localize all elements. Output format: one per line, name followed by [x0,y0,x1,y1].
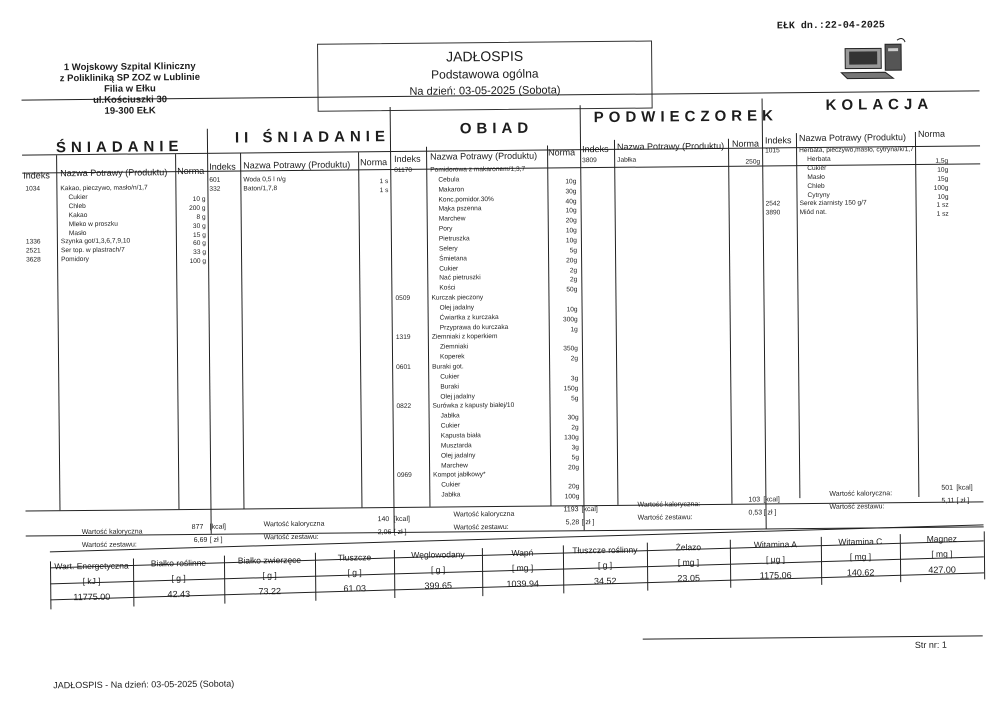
row-name: Makaron [438,186,465,194]
cost-label: Wartość zestawu: [81,541,137,550]
row-name: Cukier [440,422,460,430]
col-header-norm: Norma [548,147,576,158]
hospital-line: 1 Wojskowy Szpital Kliniczny [63,60,196,74]
section-title-podwieczorek: PODWIECZOREK [593,107,778,127]
row-name: Olej jadalny [439,304,475,312]
row-norm: 2g [569,266,578,274]
kcal-unit: [kcal] [209,523,227,531]
col-header-name: Nazwa Potrawy (Produktu) [60,167,168,179]
row-name: Pomidory [61,256,89,264]
row-norm: 20g [566,256,578,265]
row-norm: 2g [571,424,579,432]
nutrition-unit: [ mg ] [511,562,534,573]
cost-value: 6,69 [193,536,208,544]
kcal-label: Wartość kaloryczna [453,510,515,519]
section-title-obiad: OBIAD [459,119,534,138]
col-header-norm: Norma [731,138,760,149]
row-name: Mleko w proszku [68,220,118,228]
row-norm: 15 g [192,231,206,239]
row-norm: 5g [569,247,578,255]
row-name: Cukier [439,264,459,273]
nutrition-unit: [ mg ] [931,548,953,559]
row-norm: 20g [565,217,577,225]
hospital-line: z Polikliniką SP ZOZ w Lublinie [59,71,201,85]
row-name: Pory [438,225,453,233]
row-name: Jabłka [440,412,460,420]
row-index: 2521 [25,247,41,255]
row-name: Jabłka [617,156,637,164]
row-norm: 30g [567,414,579,422]
row-norm: 1,5g [935,157,949,165]
row-index: 3890 [765,209,781,217]
row-norm: 100 g [189,258,207,266]
row-norm: 1 sz [936,202,949,210]
row-name: Jabłka [441,491,461,499]
kcal-unit: [kcal] [581,506,598,514]
row-index: 0822 [396,403,412,411]
hospital-line: Filia w Ełku [104,83,156,95]
row-name: Miód nat. [799,209,827,217]
row-name: Marchew [441,461,468,470]
nutrition-value: 73.22 [258,586,282,597]
row-index: 1034 [25,185,41,193]
print-date: EŁK dn.:22-04-2025 [776,20,885,33]
nutrition-header: Białko zwierzęce [237,555,302,566]
col-header-index: Indeks [394,153,421,165]
row-name: Przyprawa do kurczaka [439,323,509,332]
row-name: Selery [438,245,458,253]
nutrition-unit: [ mg ] [849,551,872,562]
row-name: Ziemniaki z koperkiem [431,333,498,342]
cost-unit: [ zł ] [763,509,777,517]
nutrition-header: Wart. Energetyczna [54,560,129,572]
row-norm: 100g [933,184,949,192]
row-index: 1015 [765,147,780,155]
row-norm: 1 s [379,186,389,195]
row-name: Kakao [68,211,88,219]
row-norm: 10g [937,193,949,201]
section-title-ii-sniadanie: II ŚNIADANIE [234,128,391,147]
row-norm: 60 g [193,240,206,248]
section-title-kolacja: KOLACJA [825,95,934,114]
row-index: 601 [209,176,221,184]
row-name: Szynka got/1,3,6,7,9,10 [60,237,131,246]
row-norm: 20g [568,483,580,491]
kcal-value: 1193 [563,506,579,514]
row-name: Baton/1,7,8 [243,185,278,193]
nutrition-unit: [ g ] [430,564,446,576]
nutrition-value: 1039.94 [506,578,540,589]
row-name: Herbata [807,155,831,163]
row-name: Serek ziarnisty 150 g/7 [799,199,867,208]
row-name: Chleb [68,202,86,210]
cost-value: 5,28 [565,519,580,527]
section-title-sniadanie: ŚNIADANIE [55,138,184,157]
computer-logo-icon [837,36,907,82]
row-index: 332 [209,185,221,193]
row-name: Nać pietruszki [439,274,481,282]
row-name: Kapusta biała [440,432,481,440]
kcal-value: 140 [377,516,390,524]
row-norm: 200 g [189,204,206,212]
row-index: 1319 [395,334,411,342]
row-index: 1336 [25,238,41,246]
col-header-norm: Norma [177,165,205,177]
col-header-index: Indeks [23,170,50,181]
row-index: 01170 [394,166,413,175]
row-name: Olej jadalny [440,392,475,401]
row-name: Ziemniaki [439,343,469,351]
nutrition-value: 1175.06 [759,570,792,581]
cost-label: Wartość zestawu: [263,533,319,542]
col-header-name: Nazwa Potrawy (Produktu) [243,159,351,171]
col-header-index: Indeks [209,161,236,172]
row-norm: 5g [571,394,579,402]
cost-unit: [ zł ] [956,497,970,505]
row-norm: 150g [563,384,579,393]
row-norm: 2g [569,276,578,284]
col-header-name: Nazwa Potrawy (Produktu) [798,132,907,144]
row-norm: 33 g [193,249,207,257]
cost-value: 0,53 [748,509,763,517]
row-name: Cytryny [807,191,830,199]
row-norm: 20g [568,463,580,471]
row-name: Buraki [440,383,460,391]
row-norm: 300g [562,316,578,324]
nutrition-value: 34.52 [593,575,617,586]
row-index: 0601 [396,363,411,371]
row-norm: 250g [745,158,761,166]
cost-label: Wartość zestawu: [453,523,509,532]
row-name: Koperek [439,353,465,361]
menu-date: Na dzień: 03-05-2025 (Sobota) [409,84,561,98]
nutrition-unit: [ kJ ] [82,575,101,587]
cost-unit: [ zł ] [209,536,223,544]
kcal-label: Wartość kaloryczna: [829,490,893,498]
row-norm: 50g [566,286,578,294]
nutrition-unit: [ μg ] [765,554,786,565]
col-header-index: Indeks [581,143,609,155]
nutrition-value: 427.00 [928,564,956,575]
row-name: Buraki got. [432,363,464,371]
nutrition-unit: [ g ] [597,559,613,570]
row-name: Olej jadalny [440,451,476,460]
col-header-norm: Norma [917,128,945,139]
row-name: Kakao, pieczywo, masło/n/1,7 [60,184,148,193]
nutrition-value: 11775.00 [73,591,111,603]
nutrition-unit: [ g ] [171,573,186,584]
row-name: Pietruszka [438,235,470,243]
nutrition-value: 140.62 [846,567,875,578]
row-name: Cukier [807,164,827,172]
kcal-label: Wartość kaloryczna [263,520,325,529]
row-index: 2542 [765,200,781,208]
kcal-unit: [kcal] [763,496,780,504]
cost-value: 5,11 [941,497,955,505]
row-index: 0969 [397,472,412,480]
row-norm: 10g [565,207,577,215]
row-norm: 1g [570,325,578,333]
row-name: Ser top. w plastrach/7 [60,246,125,255]
row-norm: 3g [571,444,579,452]
nutrition-unit: [ g ] [347,567,362,578]
kcal-value: 103 [748,496,761,504]
nutrition-unit: [ mg ] [677,556,700,567]
row-index: 3809 [582,157,597,165]
row-name: Chleb [807,182,825,190]
row-norm: 3g [570,375,579,383]
nutrition-value: 23.05 [677,572,700,583]
row-name: Cukier [68,193,88,202]
row-norm: 5g [571,453,580,461]
diet-name: Podstawowa ogólna [431,66,539,82]
page-title: JADŁOSPIS [446,47,524,65]
row-norm: 2g [570,355,579,363]
nutrition-header: Magnez [926,533,957,544]
cost-unit: [ zł ] [393,528,407,537]
row-name: Herbata, pieczywo,masło, cytryna/k/1,7 [799,146,914,155]
row-name: Kurczak pieczony [431,294,484,302]
hospital-line: ul.Kościuszki 30 [93,94,168,106]
hospital-line: 19-300 EŁK [104,105,156,117]
row-norm: 100g [564,493,580,501]
row-norm: 1 sz [936,210,949,219]
row-index: 0509 [395,294,411,303]
row-name: Kości [439,284,456,292]
row-name: Cukier [440,373,460,381]
row-norm: 130g [564,434,579,442]
page-number: Str nr: 1 [914,639,947,651]
nutrition-value: 42.43 [167,589,191,600]
row-name: Musztarda [440,442,472,450]
row-name: Surówka z kapusty białej/10 [432,402,515,411]
row-name: Śmietana [439,254,467,263]
kcal-value: 877 [191,523,204,531]
col-header-name: Nazwa Potrawy (Produktu) [616,140,725,152]
row-norm: 10 g [192,195,206,203]
nutrition-unit: [ g ] [262,570,277,581]
nutrition-header: Tłuszcze roślinny [572,544,638,555]
kcal-label: Wartość kaloryczna: [637,501,701,509]
nutrition-header: Tłuszcze [337,552,372,563]
nutrition-header: Witamina A [753,538,797,550]
row-norm: 8 g [196,213,206,221]
nutrition-header: Węglowodany [411,549,465,561]
row-name: Ćwiartka z kurczaka [439,313,499,322]
cost-value: 2,06 [377,529,392,537]
nutrition-value: 399.65 [424,580,453,592]
row-name: Konc.pomidor.30% [438,195,494,204]
row-name: Cukier [441,481,461,489]
row-norm: 1 s [379,178,389,186]
row-norm: 10g [937,166,949,174]
kcal-label: Wartość kaloryczna [81,528,143,537]
row-index: 3628 [26,256,41,264]
row-name: Marchew [438,215,466,223]
nutrition-header: Białko roślinne [150,557,207,569]
kcal-unit: [kcal] [956,484,973,492]
row-norm: 30 g [192,222,206,230]
nutrition-header: Wapń [511,547,534,558]
row-name: Pomidorowa z makaronem/1,3,7 [430,165,526,174]
cost-label: Wartość zestawu: [637,514,693,522]
row-norm: 40g [565,197,577,205]
row-name: Masło [807,173,825,181]
kcal-unit: [kcal] [393,515,410,524]
nutrition-header: Żelazo [675,541,702,553]
row-name: Masło [68,229,87,237]
col-header-name: Nazwa Potrawy (Produktu) [430,150,538,162]
row-norm: 10g [565,178,577,186]
cost-label: Wartość zestawu: [829,503,885,511]
row-norm: 10g [565,237,577,245]
kcal-value: 501 [941,484,954,492]
row-name: Kompot jabłkowy* [433,471,486,479]
nutrition-header: Witamina C [838,536,883,547]
nutrition-value: 61.03 [343,583,367,594]
row-name: Mąka pszenna [438,205,482,213]
row-norm: 350g [563,345,578,353]
row-name: Cebula [438,176,460,184]
row-norm: 10g [566,306,578,314]
row-name: Woda 0,5 l n/g [243,176,286,184]
col-header-norm: Norma [360,157,388,168]
footer-text: JADŁOSPIS - Na dzień: 03-05-2025 (Sobota) [53,678,235,691]
row-norm: 10g [565,227,577,235]
cost-unit: [ zł ] [581,519,595,527]
row-norm: 30g [565,187,577,196]
col-header-index: Indeks [764,135,792,146]
row-norm: 15g [937,175,949,183]
